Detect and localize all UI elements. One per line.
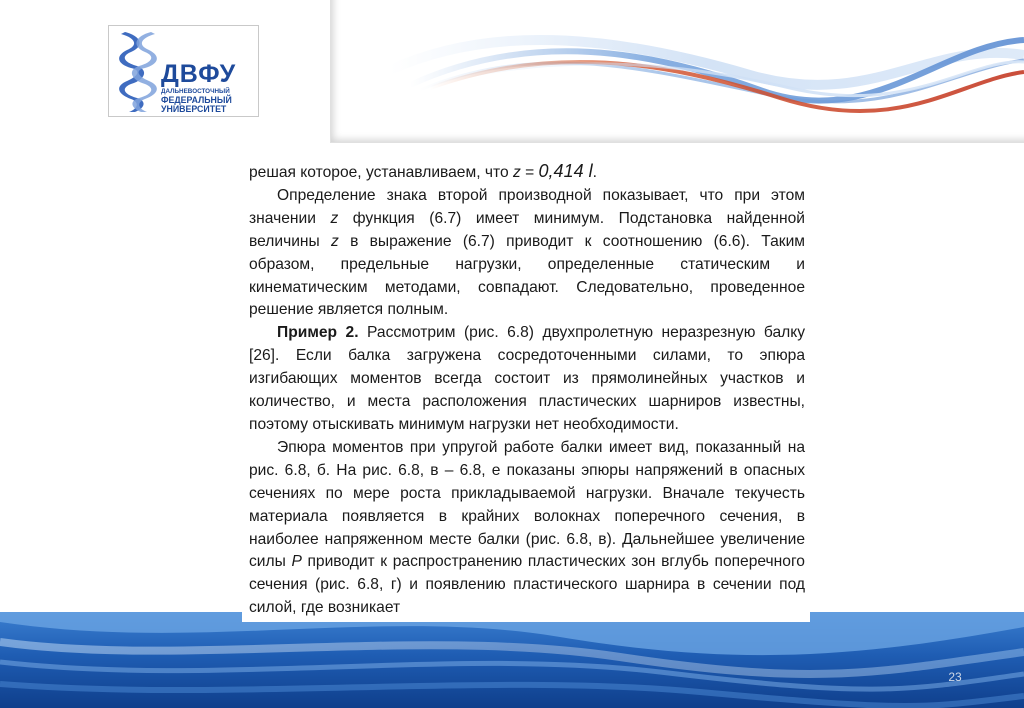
paragraph-1: решая которое, устанавливаем, что z = 0,414 l. [249, 161, 597, 181]
logo-title: ДВФУ [161, 60, 237, 88]
logo-line-3: УНИВЕРСИТЕТ [161, 104, 227, 114]
logo-subtitle [161, 87, 259, 114]
paragraph-3: Пример 2. Рассмотрим (рис. 6.8) двухпролетную неразрезную балку [26]. Если балка загружена сосредоточенными силами, то эпюра изгибающих моментов всегда состоит из прямолинейных участков и количество, и места расположения пластических шарниров известны, поэтому отыскивать минимум нагрузки нет необходимости. [249, 324, 806, 433]
footer-band [0, 612, 1024, 708]
page-number: 23 [948, 670, 962, 684]
logo-line-1: ДАЛЬНЕВОСТОЧНЫЙ [161, 88, 230, 95]
document-text [249, 160, 805, 620]
document-page [242, 150, 810, 622]
university-logo [108, 25, 259, 117]
paragraph-2: Определение знака второй производной показывает, что при этом значении z функция (6.7) имеет минимум. Подстановка найденной величины z в выражение (6.7) приводит к соотношению (6.6). Таким образом, предельные нагрузки, определенные статическим и кинематическим методами, совпадают. Следовательно, проведенное решение является полным. [249, 186, 805, 319]
logo-line-2: ФЕДЕРАЛЬНЫЙ [161, 95, 232, 105]
header-panel [330, 0, 1024, 143]
helix-icon [111, 28, 163, 114]
paragraph-4: Эпюра моментов при упругой работе балки имеет вид, показанный на рис. 6.8, б. На рис. 6.8, в – 6.8, е показаны эпюры напряжений в опасных сечениях по мере роста прикладываемой нагрузки. Вначале текучесть материала появляется в крайних волокнах поперечного сечения, в наиболее напряженном месте балки (рис. 6.8, в). Дальнейшее увеличение силы P приводит к распространению пластических зон вглубь поперечного сечения (рис. 6.8, г) и появлению пластического шарнира в сечении под силой, где возникает [249, 438, 805, 617]
